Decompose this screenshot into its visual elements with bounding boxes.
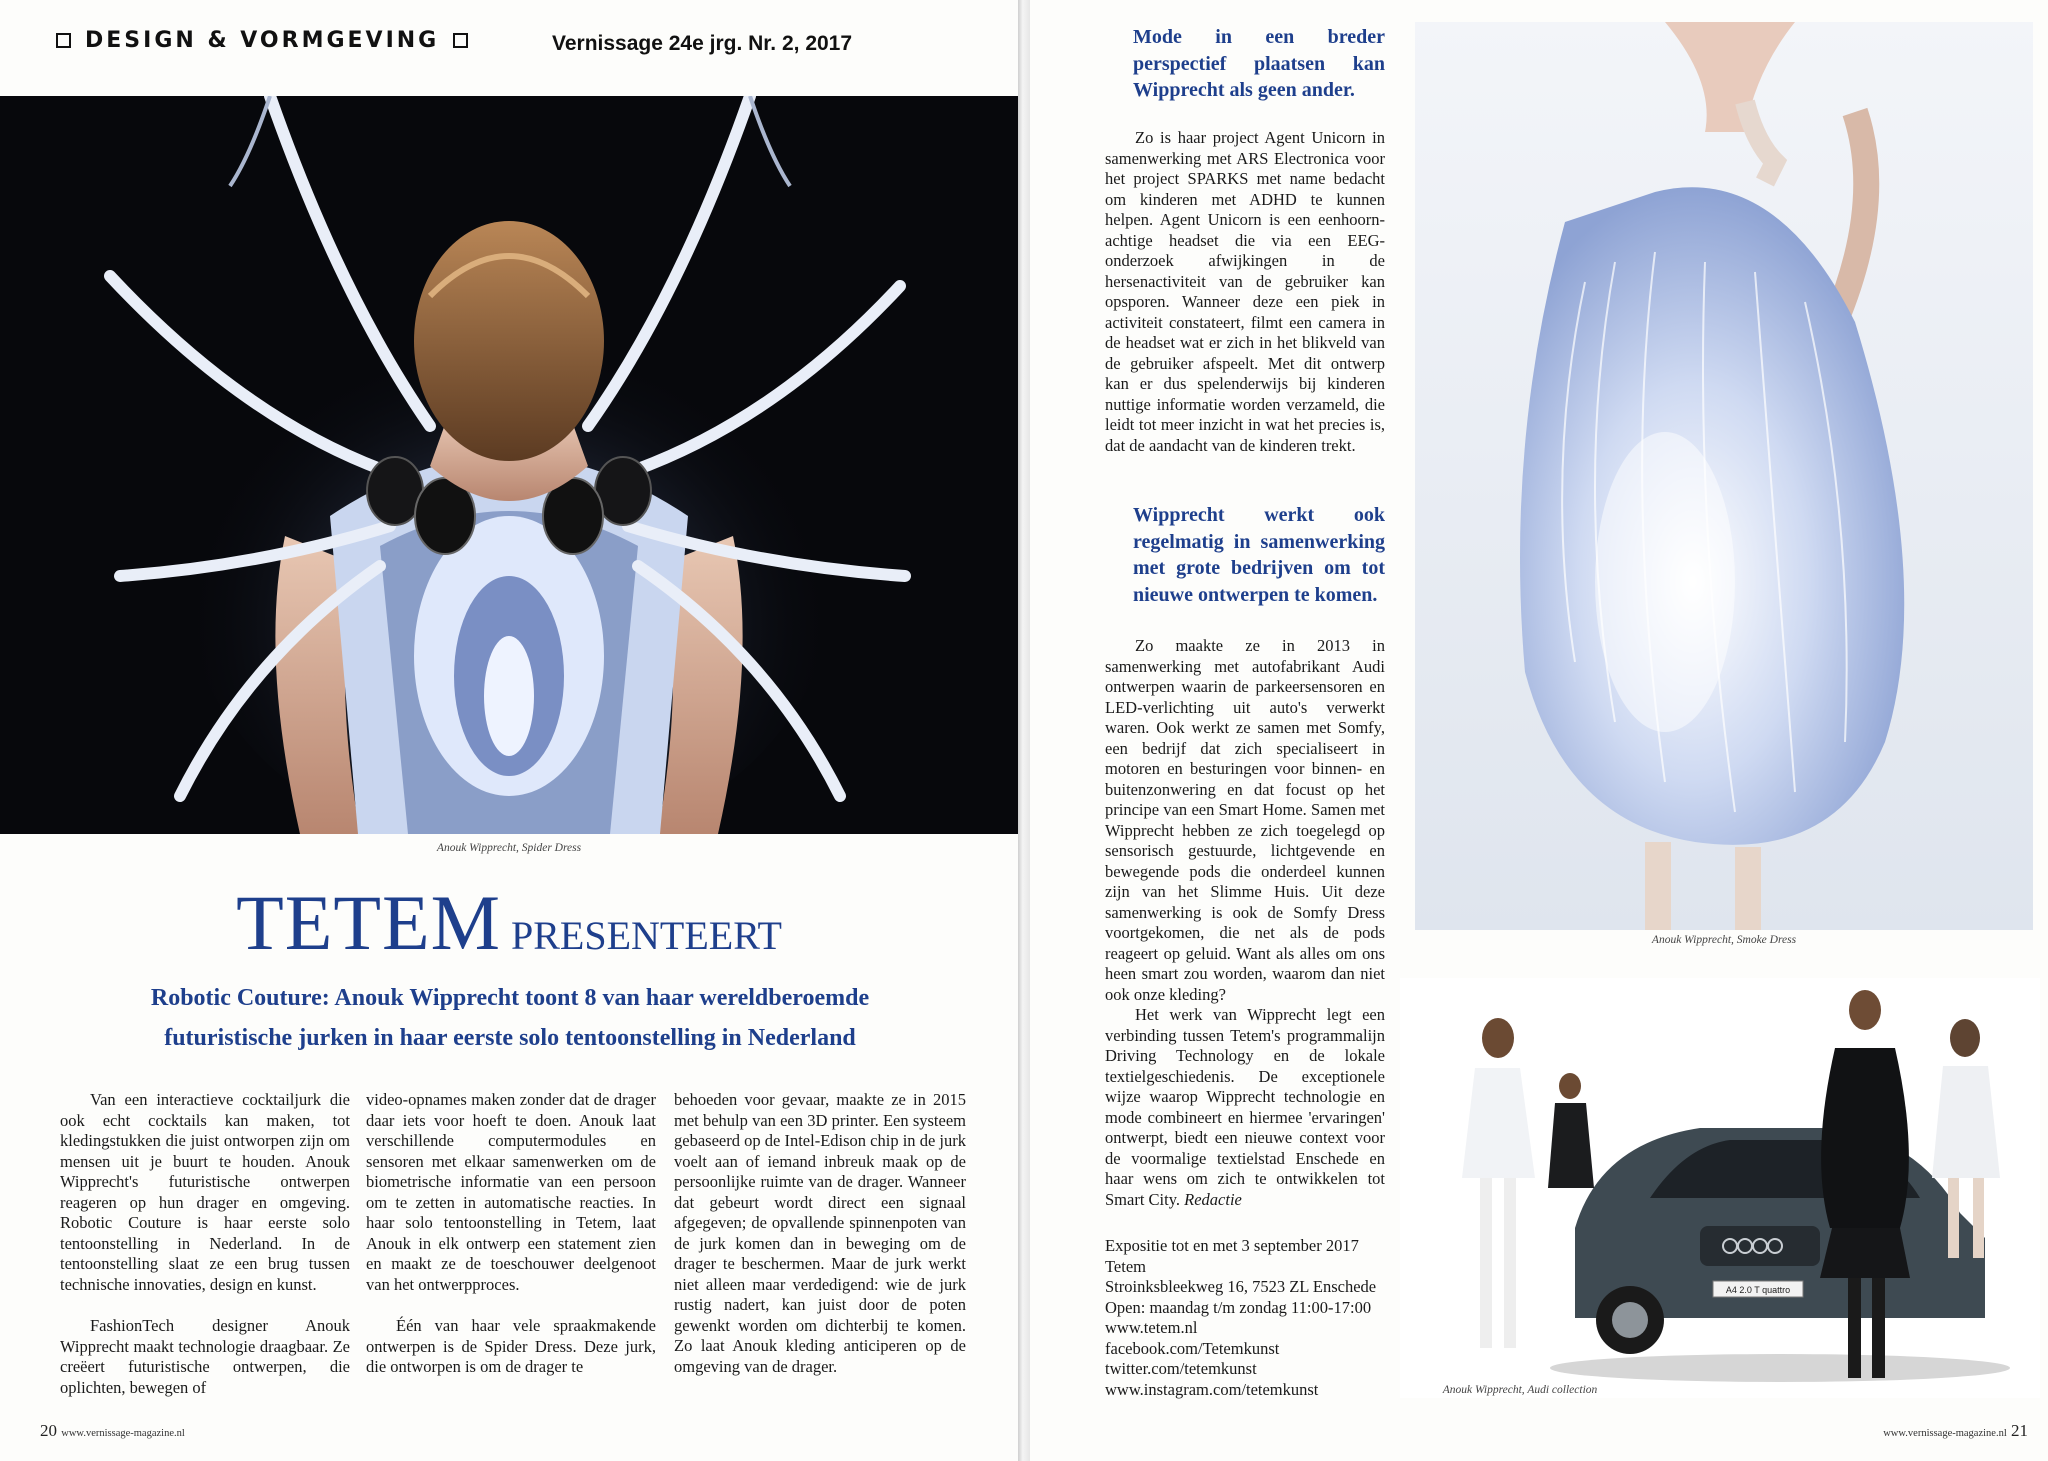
pull-quote: Mode in een breder perspectief plaatsen kan Wipprecht als geen ander.: [1133, 26, 1385, 101]
right-page: [1030, 0, 2048, 1461]
paragraph: Één van haar vele spraakmakende ontwerpen is de Spider Dress. Deze jurk, die ontworpen is om de drager te: [366, 1316, 656, 1376]
spider-dress-illustration: [0, 96, 1018, 834]
info-line: Open: maandag t/m zondag 11:00-17:00: [1105, 1297, 1372, 1317]
signature: Redactie: [1184, 1189, 1242, 1209]
facebook-link[interactable]: facebook.com/Tetemkunst: [1105, 1338, 1280, 1358]
section-header-label: DESIGN & VORMGEVING: [85, 28, 440, 53]
paragraph: video-opnames maken zonder dat de drager daar iets voor hoeft te doen. Anouk laat verschillende computermodules en sensoren met elkaar samenwerken om de biometrische informatie van een persoon om te zetten in automatische reacties. In haar solo tentoonstelling in Tetem, laat Anouk in elk ontwerp een statement zien en maakt ze de toeschouwer deelgenoot van het ontwerpproces.: [366, 1090, 656, 1294]
license-plate: A4 2.0 T quattro: [1725, 1285, 1791, 1295]
paragraph-text: Het werk van Wipprecht legt een verbinding tussen Tetem's programmalijn Driving Technology en de lokale textielgeschiedenis. De exceptionele wijze waarop Wipprecht technologie en mode combineert en hiermee 'ervaringen' ontwerpt, biedt een nieuwe context voor de voormalige textielstad Enschede en haar wens om zich te ontwikkelen tot Smart City.: [1105, 1005, 1385, 1209]
info-line: Stroinksbleekweg 16, 7523 ZL Enschede: [1105, 1277, 1377, 1296]
spider-dress-photo: [0, 96, 1018, 834]
left-page: [0, 0, 1018, 1461]
smoke-dress-photo: [1415, 22, 2033, 930]
photo-caption: Anouk Wipprecht, Smoke Dress: [1651, 934, 1797, 946]
article-column: [1105, 636, 1385, 1210]
twitter-link[interactable]: twitter.com/tetemkunst: [1105, 1359, 1257, 1378]
smoke-dress-illustration: [1415, 22, 2033, 930]
paragraph: [1105, 1005, 1385, 1210]
folio: [40, 1421, 185, 1441]
subtitle: [40, 978, 980, 1058]
section-header: [56, 28, 468, 53]
spine-gutter: [1018, 0, 1030, 1461]
audi-collection-photo: [1400, 978, 2040, 1398]
folio: [1883, 1421, 2028, 1441]
paragraph: FashionTech designer Anouk Wipprecht maakt technologie draagbaar. Ze creëert futuristische ontwerpen, die oplichten, bewegen of: [60, 1316, 350, 1397]
headline-main: TETEM: [236, 879, 501, 966]
audi-collection-illustration: [1400, 978, 2040, 1398]
article-column: [1105, 128, 1385, 456]
pull-quote: Wipprecht werkt ook regelmatig in samenwerking met grote bedrijven om tot nieuwe ontwerpen te komen.: [1133, 504, 1385, 606]
paragraph: Zo is haar project Agent Unicorn in samenwerking met ARS Electronica voor het project SPARKS met name bedacht om kinderen met ADHD te kunnen helpen. Agent Unicorn is een eenhoorn-achtige headset die via een EEG-onderzoek afwijkingen in de hersenactiviteit van de gebruiker kan opsporen. Wanneer deze een piek in activiteit constateert, filmt een camera in de headset wat er zich in het blikveld van de gebruiker afspeelt. Met dit ontwerp kan er dus spelenderwijs bij kinderen nuttige informatie worden verzameld, die leidt tot meer inzicht in wat het precies is, dat de aandacht van de kinderen trekt.: [1105, 128, 1385, 455]
photo-caption: Anouk Wipprecht, Audi collection: [1442, 1384, 1598, 1396]
page-number: 20: [40, 1421, 57, 1440]
info-line: Expositie tot en met 3 september 2017: [1105, 1236, 1359, 1255]
headline-secondary: PRESENTEERT: [511, 913, 782, 958]
website-link[interactable]: www.tetem.nl: [1105, 1318, 1198, 1337]
photo-caption: Anouk Wipprecht, Spider Dress: [436, 842, 582, 854]
footer-url: www.vernissage-magazine.nl: [61, 1428, 185, 1439]
footer-url: www.vernissage-magazine.nl: [1883, 1428, 2007, 1439]
paragraph: Zo maakte ze in 2013 in samenwerking met autofabrikant Audi ontwerpen waarin de parkeersensoren en LED-verlichting uit auto's verwerkt waren. Ook werkt ze samen met Somfy, een bedrijf dat zich specialiseert in motoren en besturingen voor binnen- en buitenzonwering en dat focust op het principe van een Smart Home. Samen met Wipprecht hebben ze zich toegelegd op sensorisch gestuurde, lichtgevende en bewegende pods die onderdeel kunnen zijn van het Slimme Huis. Uit deze samenwerking is ook de Somfy Dress voortgekomen, die net als de pods reageert op geluid. Want als alles om ons heen smart zou worden, waarom dan niet ook onze kleding?: [1105, 636, 1385, 1004]
instagram-link[interactable]: www.instagram.com/tetemkunst: [1105, 1379, 1319, 1399]
article-column-2: [366, 1090, 656, 1378]
subtitle-line: Robotic Couture: Anouk Wipprecht toont 8 van haar wereldberoemde: [150, 985, 870, 1011]
article-column-3: [674, 1090, 966, 1377]
page-number: 21: [2011, 1421, 2028, 1440]
paragraph: behoeden voor gevaar, maakte ze in 2015 met behulp van een 3D printer. Een systeem gebaseerd op de Intel-Edison chip in de jurk voelt aan of iemand inbreuk maak op de persoonlijke ruimte van de drager. Wanneer dat gebeurt wordt direct een signaal afgegeven; de opvallende spinnenpoten van de jurk komen dan in beweging om de drager te beschermen. Maar de jurk werkt niet alleen maar verdedigend: wie de jurk rustig nadert, kan juist door de poten gewenkt worden om dichterbij te komen. Zo laat Anouk kleding anticiperen op de omgeving van de drager.: [674, 1090, 966, 1376]
square-bullet-icon: [56, 33, 71, 48]
square-bullet-icon: [453, 33, 468, 48]
issue-info: Vernissage 24e jrg. Nr. 2, 2017: [552, 32, 853, 55]
headline: [0, 878, 1018, 968]
subtitle-line: futuristische jurken in haar eerste solo tentoonstelling in Nederland: [164, 1025, 856, 1051]
paragraph: Van een interactieve cocktailjurk die ook echt cocktails kan maken, tot kledingstukken die juist ontworpen zijn om mensen uit je buurt te houden. Anouk Wipprecht's futuristische ontwerpen reageren op hun drager en omgeving. Robotic Couture is haar eerste solo tentoonstelling in Nederland. In de tentoonstelling slaat ze een brug tussen technische innovaties, design en kunst.: [60, 1090, 350, 1294]
info-line: Tetem: [1105, 1256, 1146, 1276]
article-column-1: [60, 1090, 350, 1398]
